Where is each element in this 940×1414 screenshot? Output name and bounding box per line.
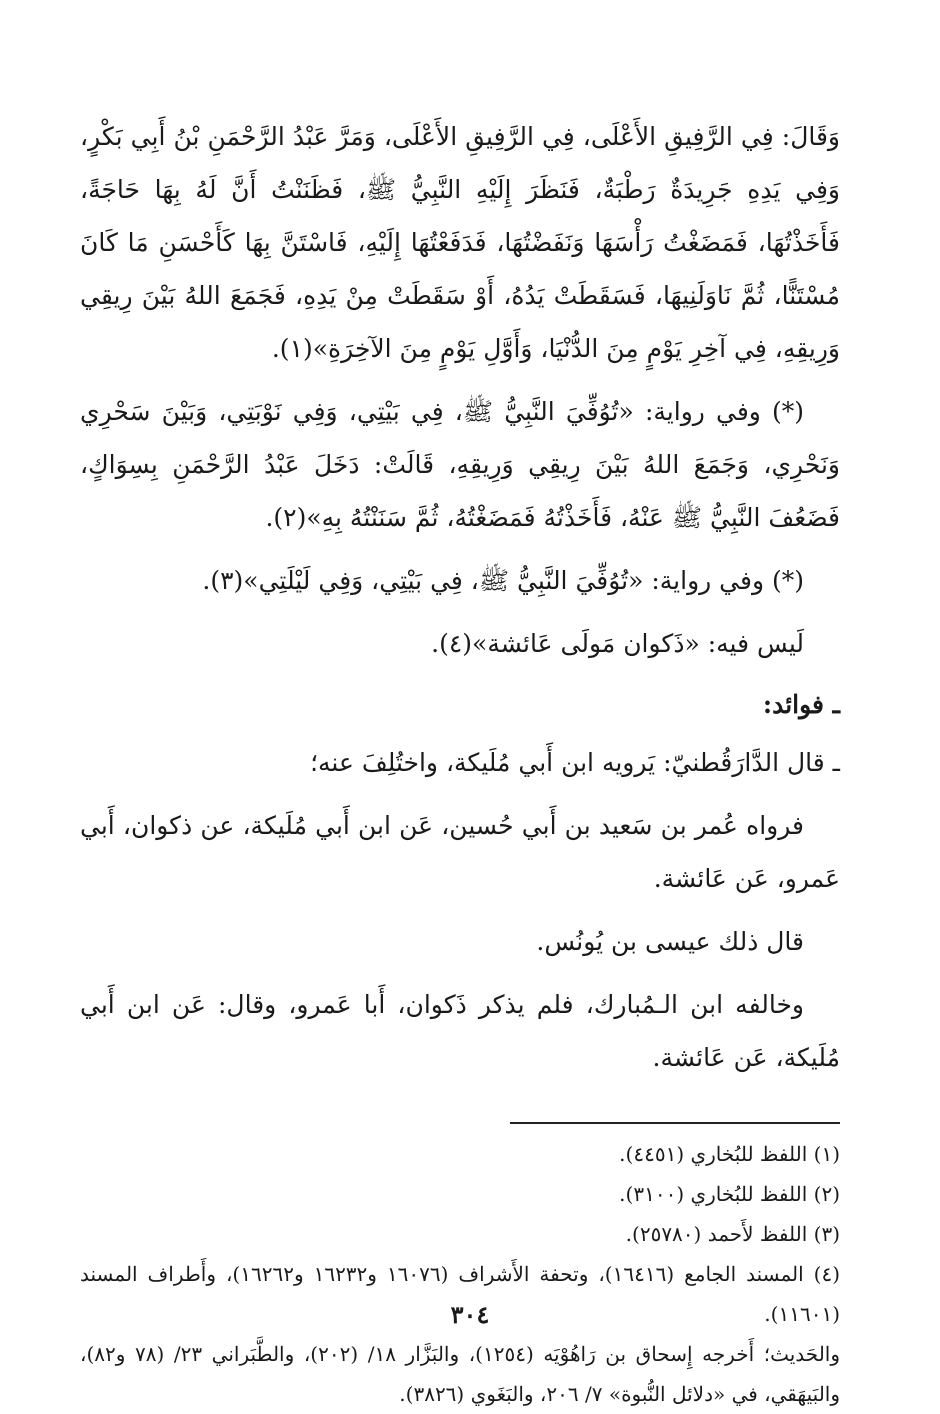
footnote-separator bbox=[510, 1122, 840, 1124]
narration-variant-2: (*) وفي رواية: «تُوُفِّيَ النَّبِيُّ ﷺ، فِي بَيْتِي، وَفِي لَيْلَتِي»(٣). bbox=[202, 566, 804, 595]
chain-paragraph-2: قال ذلك عيسى بن يُونُس. bbox=[536, 927, 804, 956]
benefits-heading: ـ فوائد: bbox=[762, 690, 840, 719]
chain-paragraph-3: وخالفه ابن الـمُبارك، فلم يذكر ذَكوان، أَبا عَمرو، وقال: عَن ابن أَبي مُلَيكة، عَن عَائشة. bbox=[80, 990, 840, 1072]
footnote-item: (٢) اللفظ للبُخاري (٣١٠٠). bbox=[619, 1182, 840, 1206]
page-number: ٣٠٤ bbox=[450, 1300, 490, 1329]
footnote-separator-wrap bbox=[80, 1094, 840, 1134]
footnote-item: (١) اللفظ للبُخاري (٤٤٥١). bbox=[619, 1142, 840, 1166]
narration-variant-1: (*) وفي رواية: «تُوُفِّيَ النَّبِيُّ ﷺ، فِي بَيْتِي، وَفِي نَوْبَتِي، وَبَيْنَ سَحْرِي وَنَحْرِي، وَجَمَعَ اللهُ بَيْنَ رِيقِي وَرِيقِهِ، قَالَتْ: دَخَلَ عَبْدُ الرَّحْمَنِ بِسِوَاكٍ، فَضَعُفَ النَّبِيُّ ﷺ عَنْهُ، فَأَخَذْتُهُ فَمَضَغْتُهُ، ثُمَّ سَنَنْتُهُ بِهِ»(٢). bbox=[80, 397, 840, 532]
hadith-text-paragraph: وَقَالَ: فِي الرَّفِيقِ الأَعْلَى، فِي الرَّفِيقِ الأَعْلَى، وَمَرَّ عَبْدُ الرَّحْمَنِ بْنُ أَبِي بَكْرٍ، وَفِي يَدِهِ جَرِيدَةٌ رَطْبَةٌ، فَنَظَرَ إِلَيْهِ النَّبِيُّ ﷺ، فَظَنَنْتُ أَنَّ لَهُ بِهَا حَاجَةً، فَأَخَذْتُهَا، فَمَضَغْتُ رَأْسَهَا وَنَفَضْتُهَا، فَدَفَعْتُهَا إِلَيْهِ، فَاسْتَنَّ بِهَا كَأَحْسَنِ مَا كَانَ مُسْتَنًّا، ثُمَّ نَاوَلَنِيهَا، فَسَقَطَتْ يَدُهُ، أَوْ سَقَطَتْ مِنْ يَدِهِ، فَجَمَعَ اللهُ بَيْنَ رِيقِي وَرِيقِهِ، فِي آخِرِ يَوْمٍ مِنَ الدُّنْيَا، وَأَوَّلِ يَوْمٍ مِنَ الآخِرَةِ»(١). bbox=[80, 122, 840, 363]
daraqutni-paragraph: ـ قال الدَّارَقُطنيّ: يَرويه ابن أَبي مُلَيكة، واختُلِفَ عنه؛ bbox=[310, 748, 840, 777]
note-paragraph: لَيس فيه: «ذَكوان مَولَى عَائشة»(٤). bbox=[431, 629, 804, 658]
footnote-item: (٤) المسند الجامع (١٦٤١٦)، وتحفة الأَشراف (١٦٠٧٦ و١٦٢٣٢ و١٦٢٦٢)، وأَطراف المسند (١١٦٠١). bbox=[80, 1262, 841, 1326]
footnotes bbox=[80, 1134, 840, 1414]
footnote-item: والحَديث؛ أَخرجه إِسحاق بن رَاهُوْيَه (١٢٥٤)، والبَزَّار ١٨/ (٢٠٢)، والطَّبَراني ٢٣/ (٧٨ و٨٢)، والبَيهَقي، في «دلائل النُّبوة» ٧/ ٢٠٦، والبَغَوي (٣٨٢٦). bbox=[80, 1342, 840, 1406]
chain-paragraph-1: فرواه عُمر بن سَعيد بن أَبي حُسين، عَن ابن أَبي مُلَيكة، عن ذكوان، أَبي عَمرو، عَن عَائشة. bbox=[80, 811, 840, 893]
page-body bbox=[80, 110, 840, 1414]
footnote-item: (٣) اللفظ لأَحمد (٢٥٧٨٠). bbox=[625, 1222, 840, 1246]
